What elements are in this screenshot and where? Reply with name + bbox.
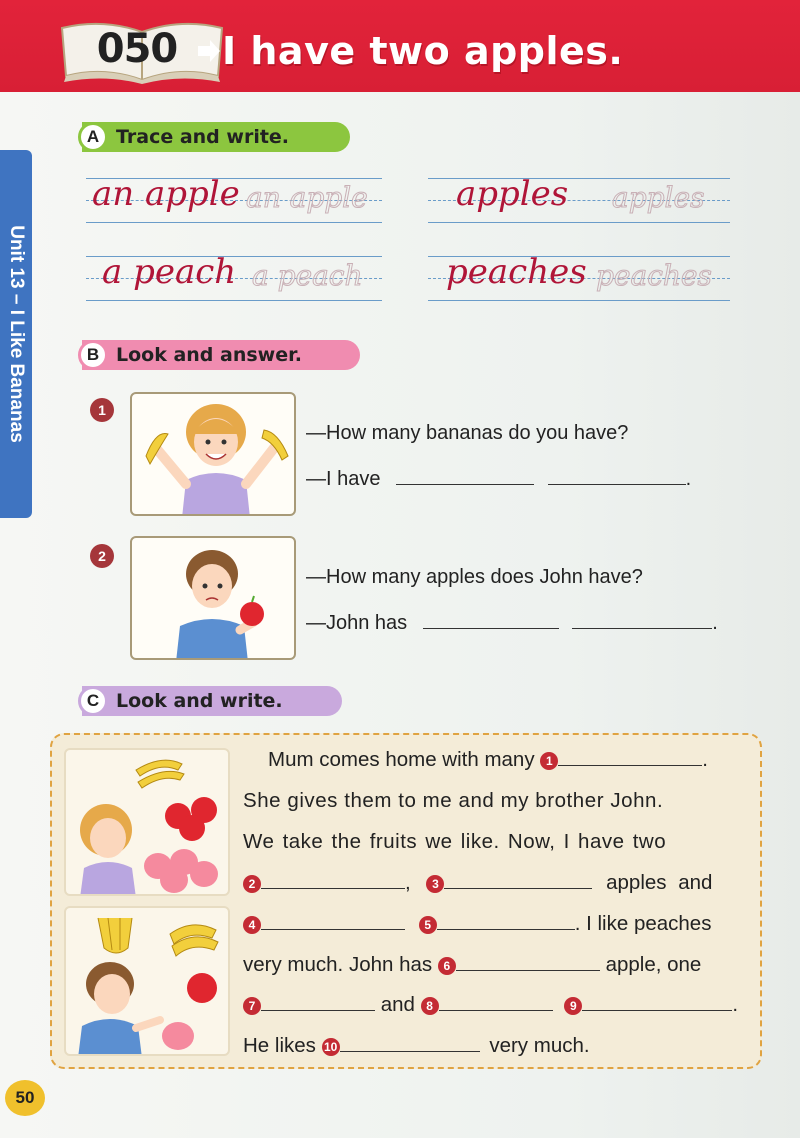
trace-guide: peaches bbox=[596, 259, 712, 292]
trace-row[interactable] bbox=[428, 252, 730, 300]
question-number: 1 bbox=[90, 398, 114, 422]
story-blank[interactable] bbox=[437, 912, 575, 930]
answer-period: . bbox=[685, 468, 692, 490]
section-a-badge: A bbox=[78, 122, 108, 152]
trace-word: apples bbox=[456, 174, 569, 214]
story-blank[interactable] bbox=[439, 993, 553, 1011]
blank-number: 1 bbox=[540, 752, 558, 770]
story-line: very much. John has 6 apple, one bbox=[243, 953, 702, 976]
trace-row[interactable] bbox=[86, 174, 382, 222]
story-blank[interactable] bbox=[340, 1034, 480, 1052]
arrow-icon bbox=[196, 38, 222, 64]
section-b-badge: B bbox=[78, 340, 108, 370]
trace-guide: a peach bbox=[252, 259, 363, 292]
section-c-instruction: Look and write. bbox=[116, 690, 283, 712]
boy-with-apple-image bbox=[130, 536, 296, 660]
answer-prefix: —I have bbox=[306, 468, 381, 490]
girl-with-fruits-image bbox=[64, 748, 230, 896]
lesson-number: 050 bbox=[96, 26, 178, 72]
question-text: —How many apples does John have? bbox=[306, 566, 643, 588]
section-c-header bbox=[82, 686, 342, 716]
trace-word: peaches bbox=[446, 252, 587, 292]
boy-with-fruits-image bbox=[64, 906, 230, 1056]
section-a-header bbox=[82, 122, 350, 152]
blank-number: 2 bbox=[243, 875, 261, 893]
blank-number: 7 bbox=[243, 997, 261, 1015]
story-line: Mum comes home with many 1 . bbox=[268, 748, 708, 771]
answer-blank[interactable] bbox=[396, 467, 534, 485]
answer-period: . bbox=[712, 612, 718, 634]
section-a-instruction: Trace and write. bbox=[116, 126, 290, 148]
trace-word: a peach bbox=[102, 252, 237, 292]
page-title: I have two apples. bbox=[222, 29, 624, 73]
story-line: He likes 10 very much. bbox=[243, 1034, 590, 1057]
story-blank[interactable] bbox=[261, 912, 405, 930]
answer-line bbox=[306, 467, 691, 491]
trace-word: an apple bbox=[92, 174, 240, 214]
section-b-header bbox=[82, 340, 360, 370]
blank-number: 9 bbox=[564, 997, 582, 1015]
blank-number: 8 bbox=[421, 997, 439, 1015]
page-header bbox=[0, 0, 800, 92]
question-text: —How many bananas do you have? bbox=[306, 422, 629, 444]
trace-guide: an apple bbox=[246, 181, 368, 214]
section-b-instruction: Look and answer. bbox=[116, 344, 303, 366]
blank-number: 10 bbox=[322, 1038, 340, 1056]
trace-row[interactable] bbox=[86, 252, 382, 300]
story-line: 2 , 3 apples and bbox=[243, 871, 712, 895]
story-line: We take the fruits we like. Now, I have two bbox=[243, 830, 667, 853]
answer-prefix: —John has bbox=[306, 612, 408, 634]
story-line: 7 and 8 9 . bbox=[243, 993, 738, 1017]
section-c-badge: C bbox=[78, 686, 108, 716]
girl-with-bananas-image bbox=[130, 392, 296, 516]
story-blank[interactable] bbox=[582, 993, 732, 1011]
story-blank[interactable] bbox=[444, 871, 592, 889]
answer-blank[interactable] bbox=[548, 467, 686, 485]
story-blank[interactable] bbox=[558, 748, 702, 766]
story-line: She gives them to me and my brother John. bbox=[243, 789, 664, 812]
story-line: 4 5 . I like peaches bbox=[243, 912, 711, 936]
answer-blank[interactable] bbox=[423, 611, 559, 629]
blank-number: 6 bbox=[438, 957, 456, 975]
story-blank[interactable] bbox=[261, 871, 405, 889]
blank-number: 4 bbox=[243, 916, 261, 934]
blank-number: 5 bbox=[419, 916, 437, 934]
answer-line bbox=[306, 611, 718, 635]
question-number: 2 bbox=[90, 544, 114, 568]
story-blank[interactable] bbox=[261, 993, 375, 1011]
story-blank[interactable] bbox=[456, 953, 600, 971]
page-number: 50 bbox=[5, 1080, 45, 1116]
answer-blank[interactable] bbox=[572, 611, 712, 629]
blank-number: 3 bbox=[426, 875, 444, 893]
trace-guide: apples bbox=[612, 181, 705, 214]
unit-side-label: Unit 13 – I Like Bananas bbox=[6, 225, 27, 443]
trace-row[interactable] bbox=[428, 174, 730, 222]
